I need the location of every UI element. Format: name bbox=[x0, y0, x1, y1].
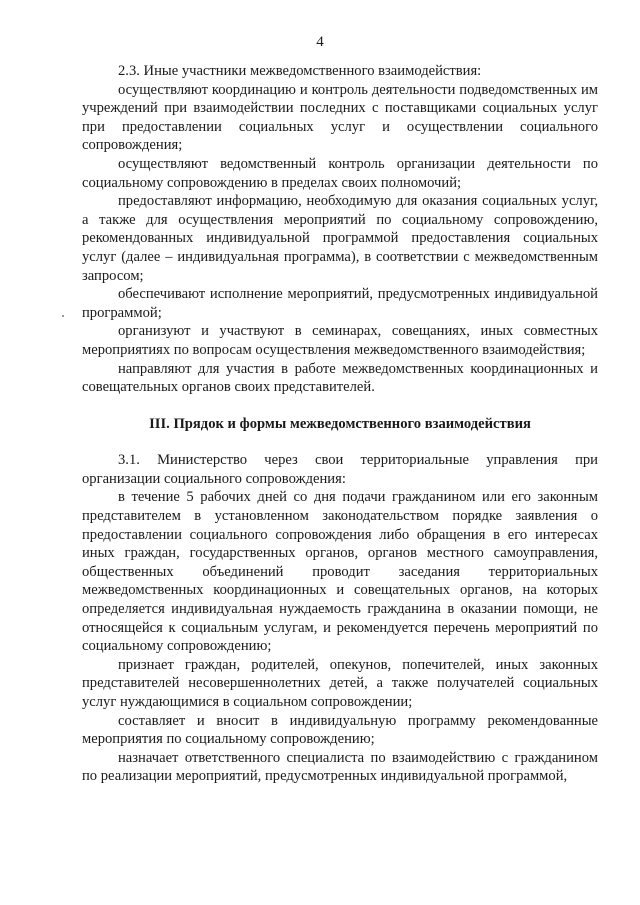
section-2-3-title: 2.3. Иные участники межведомственного взаимодействия: bbox=[118, 63, 482, 79]
section-3-heading: III. Прядок и формы межведомственного взаимодействия bbox=[149, 415, 531, 432]
paragraph: организуют и участвуют в семинарах, совещаниях, иных совместных мероприятиях по вопросам осуществления межведомственного взаимодействия; bbox=[82, 323, 598, 358]
paragraph: осуществляют ведомственный контроль организации деятельности по социальному сопровождению в пределах своих полномочий; bbox=[82, 155, 598, 191]
paragraph: в течение 5 рабочих дней со дня подачи гражданином или его законным представителем в установленном законодательством порядке заявления о предоставлении социального сопровождения либо обращения в его интересах иных граждан, государственных органов, органов местного самоуправления, общественных объединений проводит заседания территориальных межведомственных координационных и совещательных органов, на которых определяется индивидуальная нуждаемость гражданина в оказании помощи, не относящейся к социальным услугам, и рекомендуется перечень мероприятий по социальному сопровождению; bbox=[82, 489, 598, 655]
page-number: 4 bbox=[316, 34, 324, 50]
paragraph: обеспечивают исполнение мероприятий, предусмотренных индивидуальной программой; bbox=[82, 286, 598, 321]
paragraph: 3.1. Министерство через свои территориальные управления при организации социального сопровождения: bbox=[82, 452, 598, 487]
paragraph: осуществляют координацию и контроль деятельности подведомственных им учреждений при взаимодействии последних с поставщиками социальных услуг при предоставлении социальных услуг и осуществлении социального сопровождения; bbox=[82, 81, 598, 154]
document-body bbox=[82, 62, 598, 786]
paragraph: направляют для участия в работе межведомственных координационных и совещательных органов своих представителей. bbox=[82, 360, 598, 396]
paragraph: признает граждан, родителей, опекунов, попечителей, иных законных представителей несовершеннолетних детей, а также получателей социальных услуг нуждающимися в социальном сопровождении; bbox=[82, 656, 598, 710]
paragraph: предоставляют информацию, необходимую для оказания социальных услуг, а также для осуществления мероприятий по социальному сопровождению, рекомендованных индивидуальной программой предоставления социальных услуг (далее – индивидуальная программа), в соответствии с межведомственным запросом; bbox=[82, 193, 598, 284]
scan-margin-mark bbox=[62, 315, 64, 317]
paragraph: составляет и вносит в индивидуальную программу рекомендованные мероприятия по социальному сопровождению; bbox=[82, 712, 598, 748]
paragraph: назначает ответственного специалиста по взаимодействию с гражданином по реализации мероприятий, предусмотренных индивидуальной программой, bbox=[82, 749, 598, 785]
